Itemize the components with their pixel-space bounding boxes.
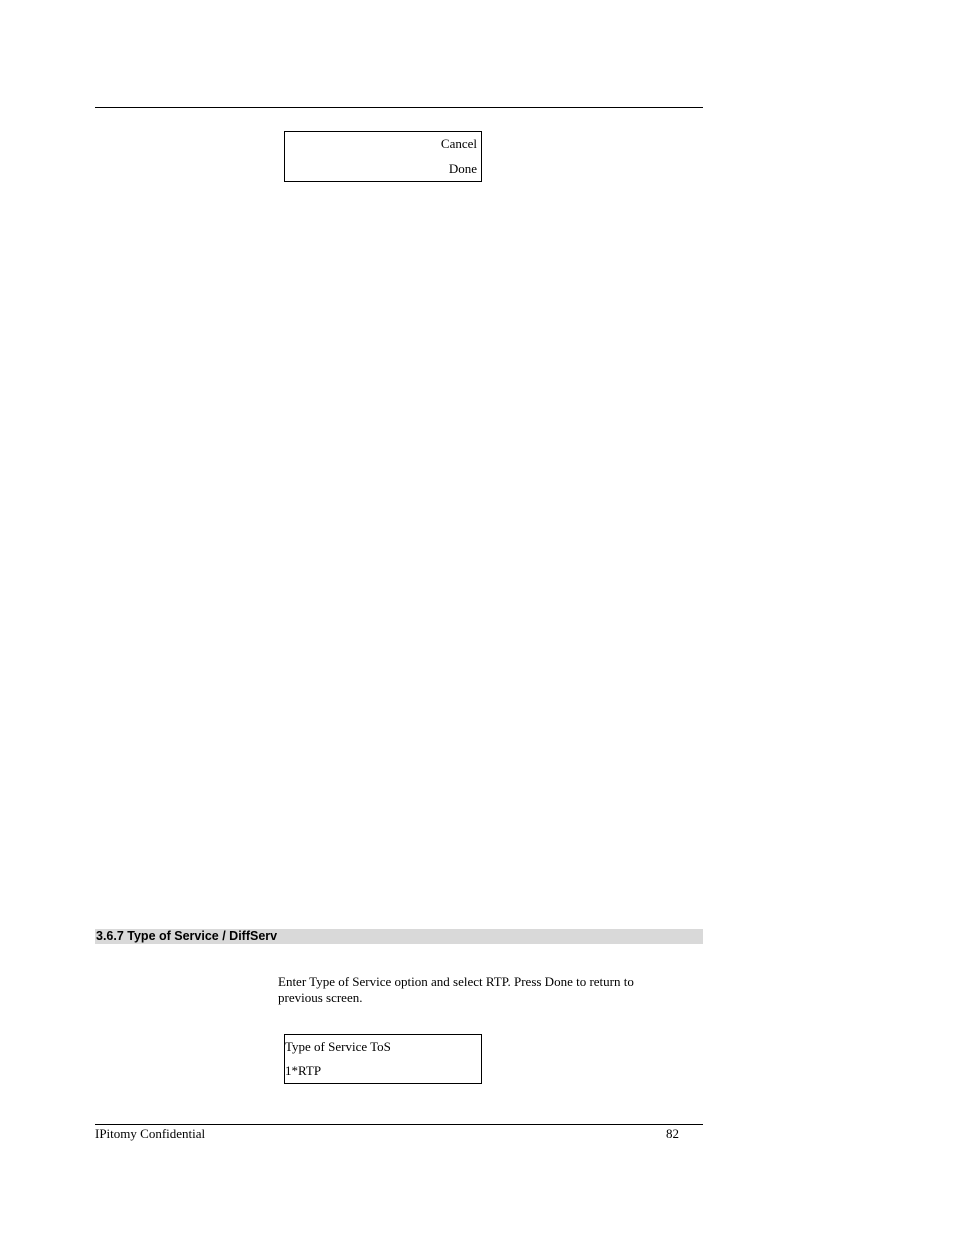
phone-display-tos (284, 1034, 482, 1084)
tos-option-line: 1*RTP (285, 1063, 322, 1078)
tos-title-line: Type of Service ToS (285, 1039, 391, 1054)
instruction-paragraph: Enter Type of Service option and select RTP. Press Done to return to previous screen. (278, 974, 634, 1005)
softkey-done-label: Done (448, 161, 477, 176)
footer-page-number: 82 (666, 1126, 679, 1141)
section-heading: 3.6.7 Type of Service / DiffServ (95, 929, 703, 944)
header-rule (95, 107, 703, 108)
phone-display-softkeys (284, 131, 482, 182)
footer-confidential: IPitomy Confidential (95, 1126, 206, 1141)
footer-rule (95, 1124, 703, 1125)
softkey-cancel-label: Cancel (440, 136, 477, 151)
